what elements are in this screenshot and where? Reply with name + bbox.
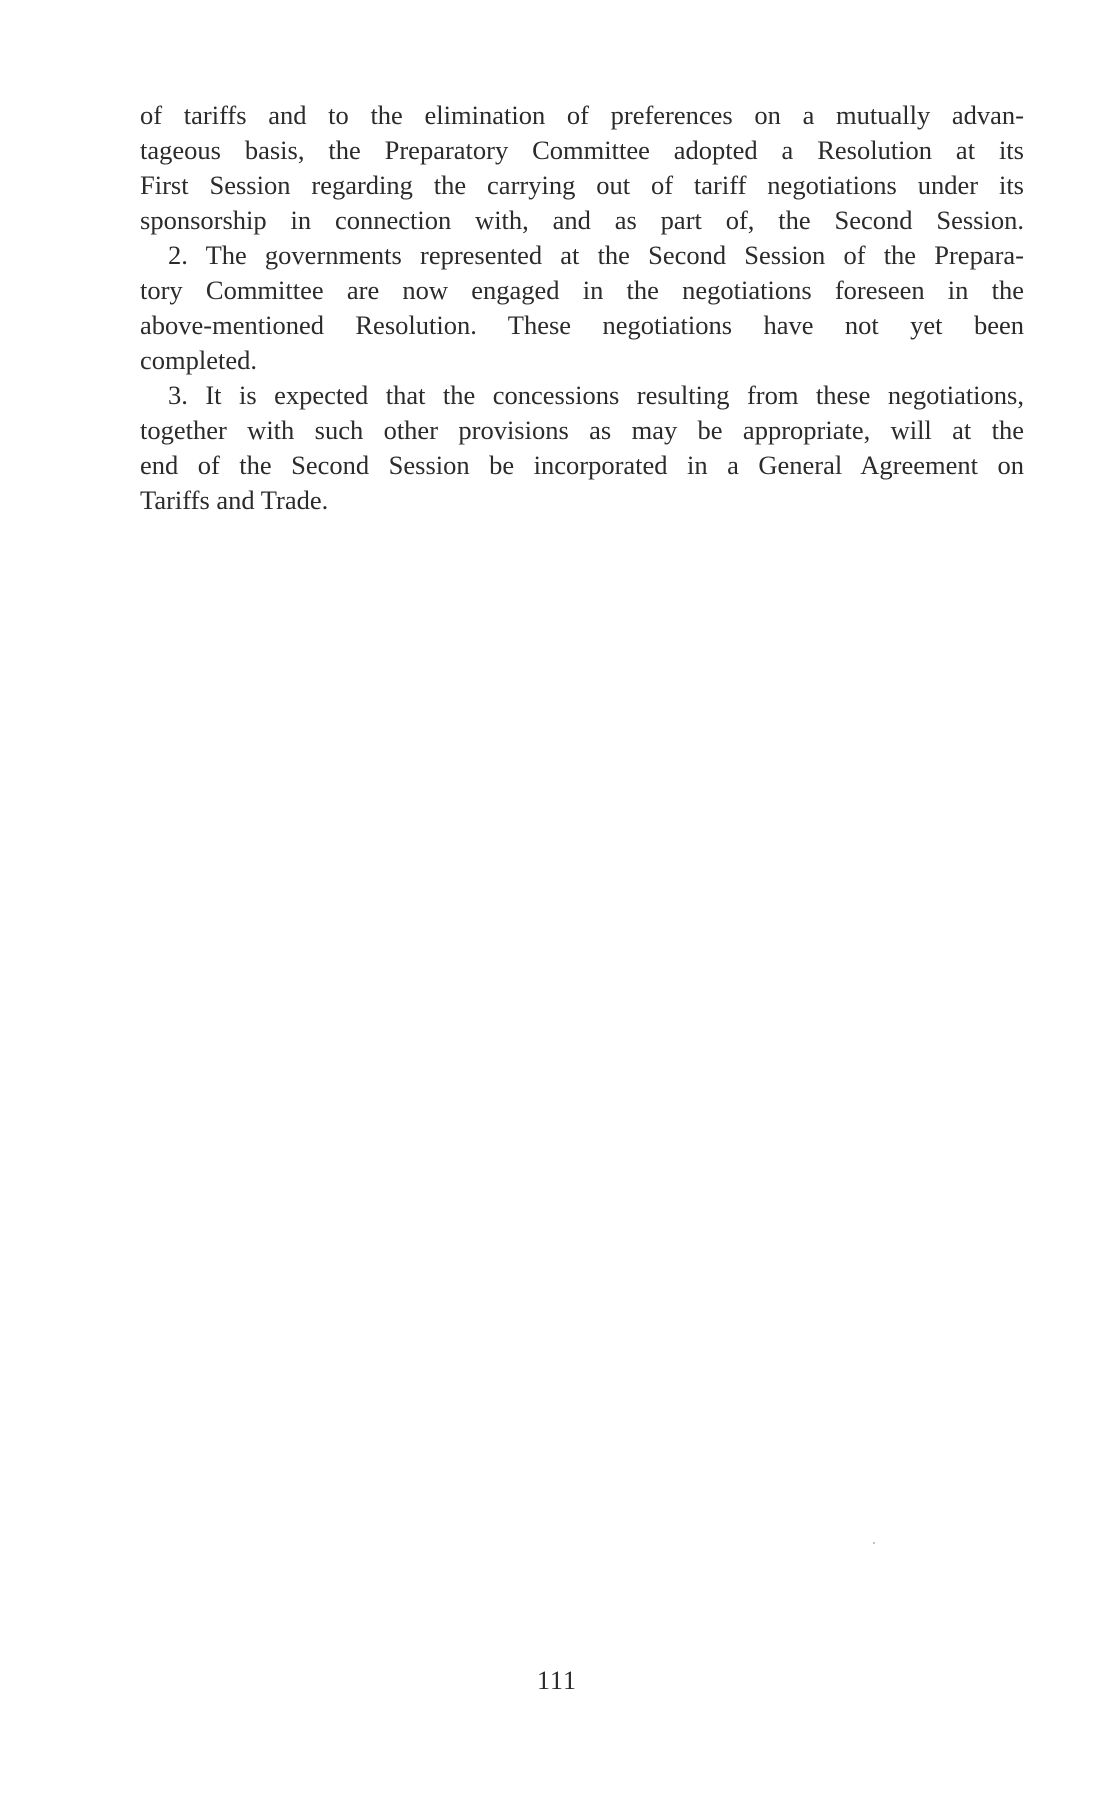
text-line: end of the Second Session be incorporated in a General Agreement on: [140, 450, 1024, 480]
text-line: together with such other provisions as may be appropriate, will at the: [140, 415, 1024, 445]
paragraph-2-start: 2. The governments represented at the Second Session of the Prepara-: [168, 240, 1024, 270]
page-number: 111: [536, 1666, 578, 1695]
text-line: Tariffs and Trade.: [140, 485, 329, 515]
paragraph-3-start: 3. It is expected that the concessions resulting from these negotiations,: [168, 380, 1024, 410]
text-line: above-mentioned Resolution. These negotiations have not yet been: [140, 310, 1024, 340]
text-line: sponsorship in connection with, and as part of, the Second Session.: [140, 205, 1024, 235]
text-line: tageous basis, the Preparatory Committee adopted a Resolution at its: [140, 135, 1024, 165]
scan-speck: [873, 1542, 875, 1544]
text-line: of tariffs and to the elimination of preferences on a mutually advan-: [140, 100, 1024, 130]
text-line: First Session regarding the carrying out of tariff negotiations under its: [140, 170, 1024, 200]
text-line: completed.: [140, 345, 257, 375]
text-line: tory Committee are now engaged in the negotiations foreseen in the: [140, 275, 1024, 305]
document-body: [140, 98, 1024, 518]
